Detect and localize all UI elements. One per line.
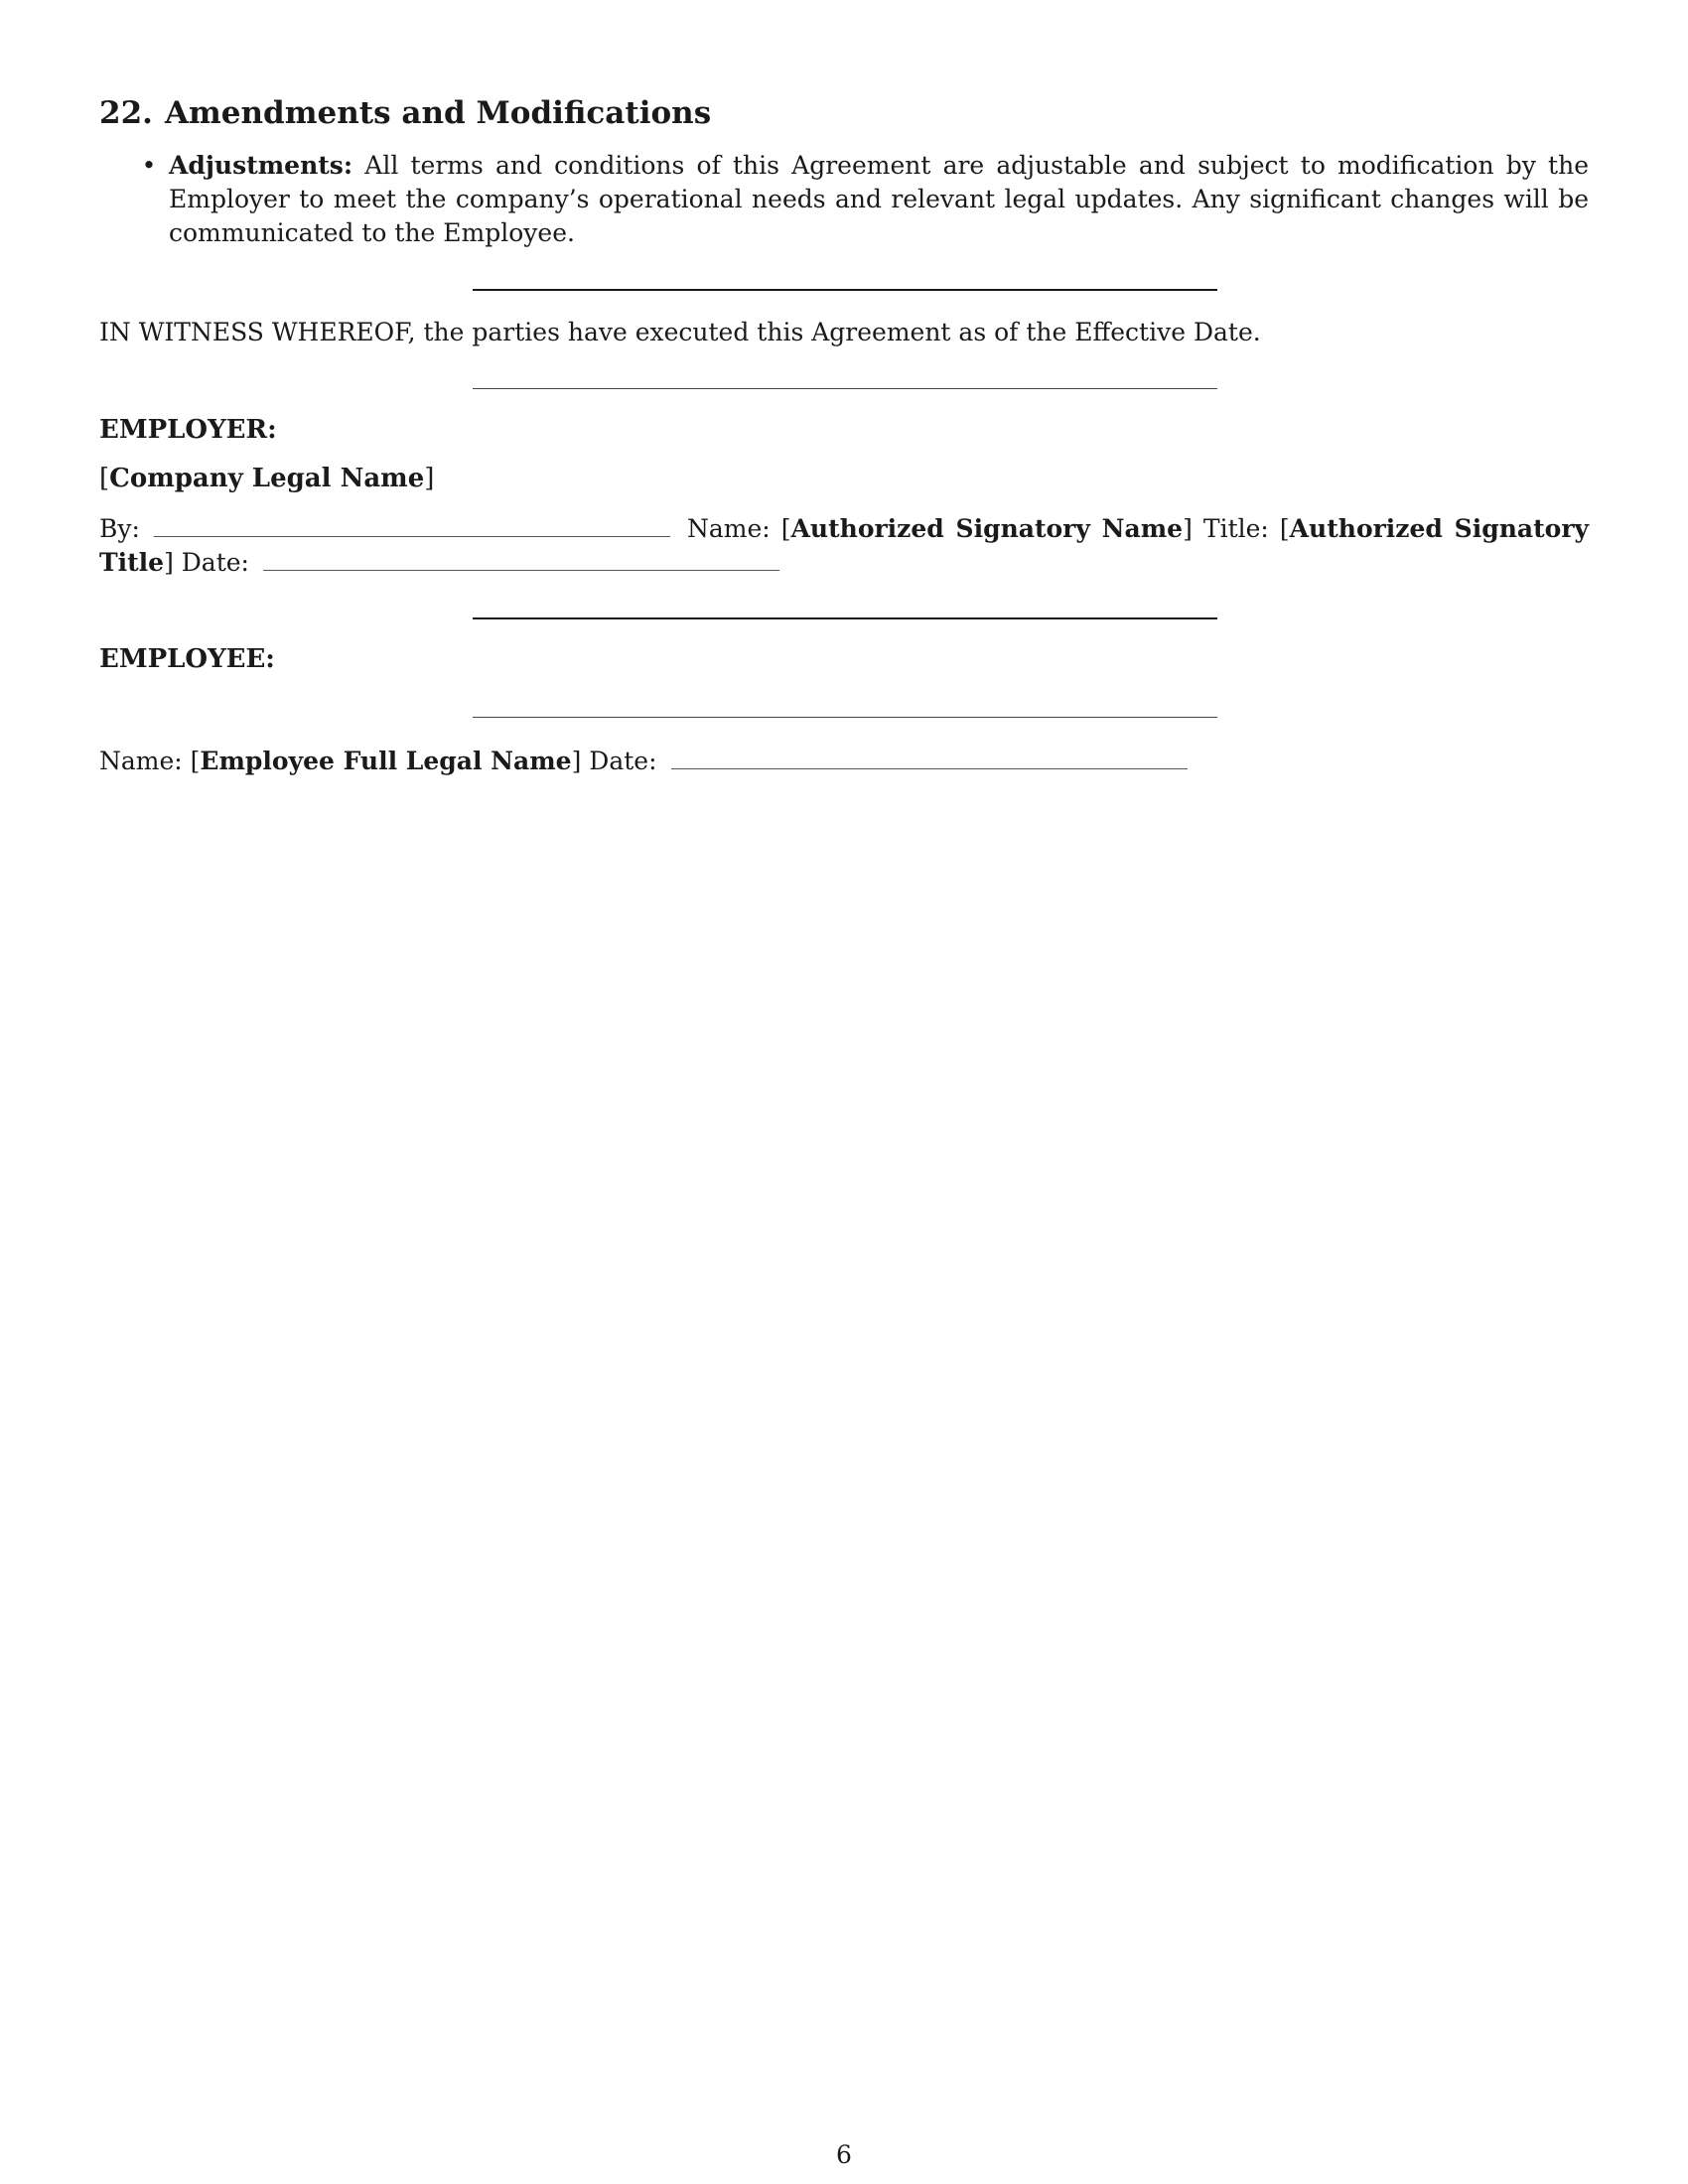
page-number: 6 [836, 2140, 852, 2169]
bullet-list [99, 149, 1589, 250]
signatory-name: Authorized Signatory Name [790, 514, 1184, 543]
employer-signature-block: By: Name: [Authorized Signatory Name] Title: [Authorized Signatory Title] Date: [99, 514, 1590, 577]
employer-date-line[interactable] [263, 546, 779, 571]
employer-heading: EMPLOYER: [99, 415, 277, 445]
employee-heading: EMPLOYEE: [99, 644, 275, 674]
document-page [99, 0, 1589, 2184]
date-label: Date: [181, 548, 249, 577]
witness-statement: IN WITNESS WHEREOF, the parties have executed this Agreement as of the Effective Date. [99, 318, 1261, 346]
bullet-icon: • [141, 151, 157, 180]
title-label: Title: [1202, 514, 1269, 543]
section-heading [99, 93, 711, 133]
section-number: 22. [99, 95, 153, 131]
bullet-label: Adjustments: [169, 151, 353, 180]
section-title: Amendments and Modifications [164, 95, 712, 131]
section-divider [473, 289, 1217, 291]
employer-signature-line[interactable] [154, 512, 670, 537]
employee-signature-block: Name: [Employee Full Legal Name] Date: [99, 745, 1194, 778]
employee-name-label: Name: [99, 747, 183, 775]
employee-date-label: Date: [589, 747, 657, 775]
divider [473, 388, 1217, 389]
list-item [99, 149, 1589, 250]
employee-full-name: Employee Full Legal Name [200, 747, 572, 775]
signatory-title: Authorized Signatory Title [99, 514, 1590, 577]
employee-date-line[interactable] [671, 745, 1188, 769]
bullet-text: All terms and conditions of this Agreement are adjustable and subject to modification by the Employer to meet the company’s operational needs and relevant legal updates. Any significant changes will be communicated to the Employee. [169, 151, 1589, 247]
company-name-placeholder: [Company Legal Name] [99, 464, 435, 493]
company-name: Company Legal Name [109, 464, 425, 493]
by-label: By: [99, 514, 140, 543]
divider [473, 717, 1217, 718]
divider [473, 617, 1217, 619]
name-label: Name: [686, 514, 771, 543]
